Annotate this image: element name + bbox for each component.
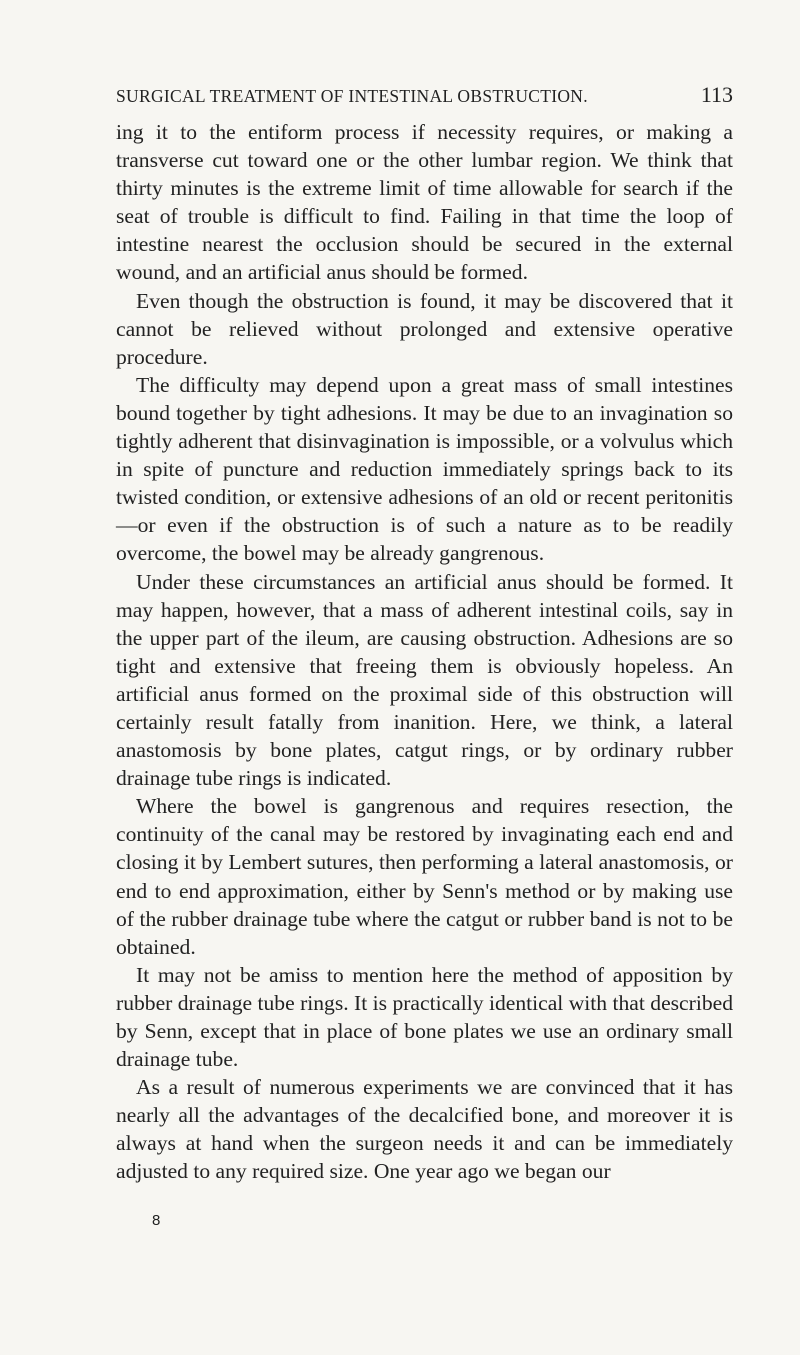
page-header xyxy=(116,82,733,108)
paragraph: Even though the obstruction is found, it may be discovered that it cannot be relieved without prolonged and extensive operative procedure. xyxy=(116,288,733,369)
paragraph: As a result of numerous experiments we are convinced that it has nearly all the advantages of the decalcified bone, and moreover it is always at hand when the surgeon needs it and can be immediately adjusted to any required size. One year ago we began our xyxy=(116,1075,733,1184)
paragraph: Under these circumstances an artificial anus should be formed. It may happen, however, that a mass of adherent intestinal coils, say in the upper part of the ileum, are causing obstruction. Adhesions are so tight and extensive that freeing them is obviously hopeless. An artificial anus formed on the proximal side of this obstruction will certainly result fatally from inanition. Here, we think, a lateral anastomosis by bone plates, catgut rings, or by ordinary rubber drainage tube rings is indicated. xyxy=(116,569,733,791)
body-text xyxy=(116,118,733,1186)
page-number: 113 xyxy=(700,82,733,107)
paragraph: ing it to the entiform process if necessity requires, or making a transverse cut toward one or the other lumbar region. We think that thirty minutes is the extreme limit of time allowable for search if the seat of trouble is difficult to find. Failing in that time the loop of intestine nearest the occlusion should be secured in the external wound, and an artificial anus should be formed. xyxy=(116,120,733,285)
signature-mark: 8 xyxy=(152,1212,161,1229)
running-title: SURGICAL TREATMENT OF INTESTINAL OBSTRUCTION. xyxy=(116,86,588,106)
paragraph: The difficulty may depend upon a great mass of small intestines bound together by tight adhesions. It may be due to an invagination so tightly adherent that disinvagination is impossible, or a volvulus which in spite of puncture and reduction immediately springs back to its twisted condition, or extensive adhesions of an old or recent peritonitis—or even if the obstruction is of such a nature as to be readily overcome, the bowel may be already gangrenous. xyxy=(116,372,733,566)
paragraph: Where the bowel is gangrenous and requires resection, the continuity of the canal may be restored by invaginating each end and closing it by Lembert sutures, then performing a lateral anastomosis, or end to end approximation, either by Senn's method or by making use of the rubber drainage tube where the catgut or rubber band is not to be obtained. xyxy=(116,794,733,959)
paragraph: It may not be amiss to mention here the method of apposition by rubber drainage tube rings. It is practically identical with that described by Senn, except that in place of bone plates we use an ordinary small drainage tube. xyxy=(116,962,734,1072)
